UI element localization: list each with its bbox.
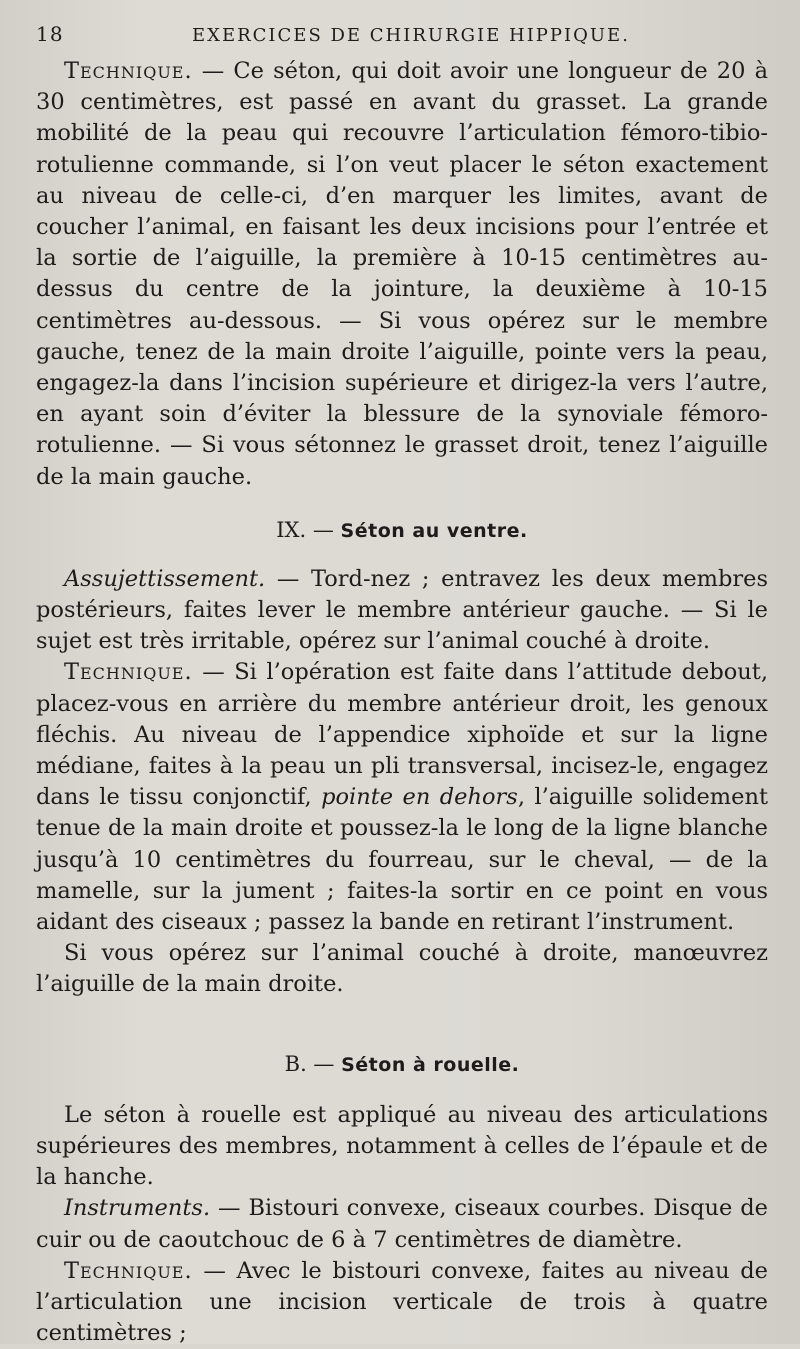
paragraph-label: Technique. [64,1257,193,1284]
running-title: EXERCICES DE CHIRURGIE HIPPIQUE. [192,25,630,46]
paragraph-assujettissement [36,564,768,658]
page-number: 18 [36,22,64,46]
paragraph-label: Assujettissement. [64,565,266,592]
section-title: Séton au ventre. [340,519,528,542]
section-number: B. — [284,1051,342,1076]
paragraph-text: — Ce séton, qui doit avoir une longueur de 20 à 30 centimètres, est passé en avant du grasset. La grande mobilité de la peau qui recouvre l’articulation fémoro-tibio-rotulienne commande, si l’on veut placer le séton exactement au niveau de celle-ci, d’en marquer les limites, avant de coucher l’animal, en faisant les deux incisions pour l’entrée et la sortie de l’aiguille, la première à 10-15 centimètres au-dessus du centre de la jointure, la deuxième à 10-15 centimètres au-dessous. — Si vous opérez sur le membre gauche, tenez de la main droite l’aiguille, pointe vers la peau, engagez-la dans l’incision supérieure et dirigez-la vers l’autre, en ayant soin d’éviter la blessure de la synoviale fémoro-rotulienne. — Si vous sétonnez le grasset droit, tenez l’aiguille de la main gauche. [36,58,768,490]
paragraph-text: Le séton à rouelle est appliqué au niveau des articulations supérieures des membres, notamment à celles de l’épaule et de la hanche. [36,1101,768,1191]
paragraph-text: — Bistouri convexe, ciseaux courbes. Disque de cuir ou de caoutchouc de 6 à 7 centimètres de diamètre. [36,1195,768,1253]
section-heading-b [36,1049,768,1080]
paragraph-text: — Si l’opération est faite dans l’attitude debout, placez-vous en arrière du membre antérieur droit, les genoux fléchis. Au niveau de l’appendice xiphoïde et sur la ligne médiane, faites à la peau un pli transversal, incisez-le, engagez dans le tissu conjonctif, [36,659,768,811]
paragraph-couche-droite [36,938,768,1000]
paragraph-technique-rouelle [36,1256,768,1349]
paragraph-label: Instruments. [64,1195,211,1222]
paragraph-label: Technique. [64,659,193,686]
section-heading-ix [36,515,768,546]
paragraph-text: — Avec le bistouri convexe, faites au niveau de l’articulation une incision verticale de trois à quatre centimètres ; [36,1257,768,1347]
section-number: IX. — [276,517,341,542]
paragraph-technique-grasset [36,56,768,493]
paragraph-text: Si vous opérez sur l’animal couché à droite, manœuvrez l’aiguille de la main droite. [36,940,768,998]
section-title: Séton à rouelle. [341,1053,520,1076]
paragraph-text: — Tord-nez ; entravez les deux membres postérieurs, faites lever le membre antérieur gauche. — Si le sujet est très irritable, opérez sur l’animal couché à droite. [36,565,768,655]
paragraph-label: Technique. [64,58,193,84]
paragraph-rouelle-intro [36,1100,768,1194]
paragraph-instruments [36,1193,768,1255]
paragraph-text: , l’aiguille solidement tenue de la main droite et poussez-la le long de la ligne blanche jusqu’à 10 centimètres du fourreau, sur le cheval, — de la mamelle, sur la jument ; faites-la sortir en ce point en vous aidant des ciseaux ; passez la bande en retirant l’instrument. [36,784,768,936]
page-header [36,22,768,56]
paragraph-italic-phrase: pointe en dehors [321,784,518,811]
paragraph-technique-ventre [36,657,768,938]
